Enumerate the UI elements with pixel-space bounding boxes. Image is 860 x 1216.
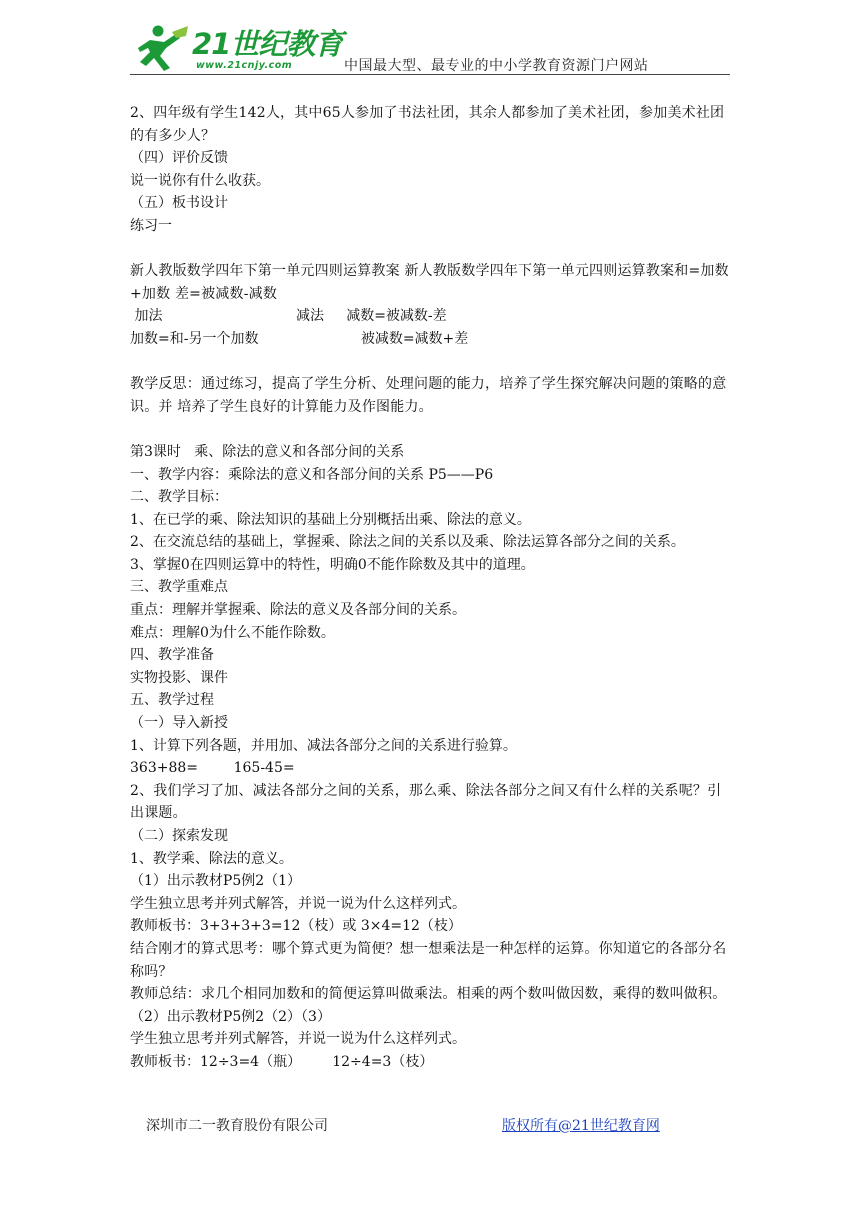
text-line: 难点：理解0为什么不能作除数。 <box>130 624 335 641</box>
text-line: （1）出示教材P5例2（1） <box>130 873 302 890</box>
text-line: 一、教学内容：乘除法的意义和各部分间的关系 P5——P6 <box>130 466 494 483</box>
text-line: 结合刚才的算式思考：哪个算式更为简便？想一想乘法是一种怎样的运算。你知道它的各部分名称吗？ <box>130 940 727 980</box>
text-line: （2）出示教材P5例2（2）（3） <box>130 1008 331 1025</box>
text-line: （五）板书设计 <box>130 195 228 212</box>
text-line: （四）评价反馈 <box>130 150 228 167</box>
text-line: 新人教版数学四年下第一单元四则运算教案 新人教版数学四年下第一单元四则运算教案和=加数+加数 差=被减数-减数 <box>130 263 729 302</box>
runner-logo-icon <box>130 22 194 74</box>
text-line: 教师板书：12÷3=4（瓶） 12÷4=3（枝） <box>130 1053 434 1070</box>
text-line: 重点：理解并掌握乘、除法的意义及各部分间的关系。 <box>130 602 466 619</box>
text-line: 教学反思：通过练习，提高了学生分析、处理问题的能力，培养了学生探究解决问题的策略的意识。并 培养了学生良好的计算能力及作图能力。 <box>130 376 727 415</box>
text-line: 教师板书：3+3+3+3=12（枝）或 3×4=12（枝） <box>130 918 462 935</box>
logo-text: 21世纪教育 <box>192 27 343 61</box>
text-line: 练习一 <box>130 217 172 234</box>
text-line: 1、在已学的乘、除法知识的基础上分别概括出乘、除法的意义。 <box>130 511 531 528</box>
text-line: 1、计算下列各题，并用加、减法各部分之间的关系进行验算。 <box>130 737 517 754</box>
text-line: 加法 减法 减数=被减数-差 <box>130 308 447 325</box>
text-line: 2、四年级有学生142人，其中65人参加了书法社团，其余人都参加了美术社团，参加美术社团的有多少人？ <box>130 105 725 144</box>
blank-line <box>130 351 730 374</box>
text-line: 五、教学过程 <box>130 692 214 709</box>
footer-copyright-link[interactable]: 版权所有@21世纪教育网 <box>502 1118 660 1134</box>
text-line: 说一说你有什么收获。 <box>130 172 270 189</box>
text-line: 2、我们学习了加、减法各部分之间的关系，那么乘、除法各部分之间又有什么样的关系呢？引出课题。 <box>130 782 722 822</box>
text-line: 加数=和-另一个加数 被减数=减数+差 <box>130 330 469 347</box>
text-line: （一）导入新授 <box>130 715 228 732</box>
text-line: 四、教学准备 <box>130 647 214 664</box>
section-title: 第3课时 乘、除法的意义和各部分间的关系 <box>130 443 405 460</box>
document-body <box>130 102 730 1074</box>
text-line: 学生独立思考并列式解答，并说一说为什么这样列式。 <box>130 1031 466 1048</box>
text-line: 1、教学乘、除法的意义。 <box>130 850 293 867</box>
footer-company: 深圳市二一教育股份有限公司 <box>146 1118 328 1134</box>
text-line: 教师总结：求几个相同加数和的简便运算叫做乘法。相乘的两个数叫做因数，乘得的数叫做积。 <box>130 986 727 1003</box>
text-line: 实物投影、课件 <box>130 669 228 686</box>
text-line: 3、掌握0在四则运算中的特性，明确0不能作除数及其中的道理。 <box>130 556 535 573</box>
header-tagline: 中国最大型、最专业的中小学教育资源门户网站 <box>344 58 649 74</box>
blank-line <box>130 238 730 261</box>
blank-line <box>130 418 730 441</box>
logo-url: www.21cnjy.com <box>196 60 293 71</box>
text-line: 2、在交流总结的基础上，掌握乘、除法之间的关系以及乘、除法运算各部分之间的关系。 <box>130 534 685 551</box>
text-line: 363+88= 165-45= <box>130 760 295 777</box>
text-line: 三、教学重难点 <box>130 579 228 596</box>
text-line: 二、教学目标： <box>130 489 228 506</box>
text-line: （二）探索发现 <box>130 828 228 844</box>
header-divider <box>130 74 730 75</box>
page-header <box>130 22 730 74</box>
text-line: 学生独立思考并列式解答，并说一说为什么这样列式。 <box>130 895 466 912</box>
